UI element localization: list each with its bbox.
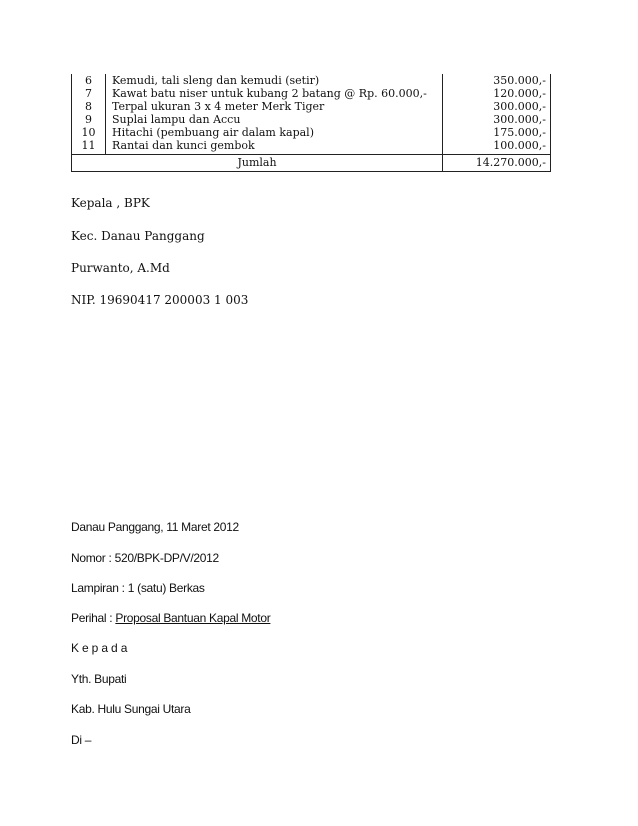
letter-perihal bbox=[71, 611, 270, 625]
cost-table bbox=[71, 74, 551, 172]
letter-di: Di – bbox=[71, 733, 92, 747]
row-price: 120.000,- bbox=[443, 87, 551, 100]
row-item: Rantai dan kunci gembok bbox=[106, 139, 443, 155]
row-price: 300.000,- bbox=[443, 100, 551, 113]
total-value: 14.270.000,- bbox=[443, 155, 551, 172]
signature-nip: NIP. 19690417 200003 1 003 bbox=[71, 293, 249, 307]
row-item: Hitachi (pembuang air dalam kapal) bbox=[106, 126, 443, 139]
signature-office: Kec. Danau Panggang bbox=[71, 229, 205, 243]
row-number: 11 bbox=[72, 139, 106, 155]
row-number: 9 bbox=[72, 113, 106, 126]
row-item: Suplai lampu dan Accu bbox=[106, 113, 443, 126]
row-price: 300.000,- bbox=[443, 113, 551, 126]
table-row bbox=[72, 113, 551, 126]
letter-yth: Yth. Bupati bbox=[71, 672, 127, 686]
row-number: 7 bbox=[72, 87, 106, 100]
table-row bbox=[72, 87, 551, 100]
letter-nomor: Nomor : 520/BPK-DP/V/2012 bbox=[71, 551, 219, 565]
letter-kab: Kab. Hulu Sungai Utara bbox=[71, 702, 191, 716]
row-item: Terpal ukuran 3 x 4 meter Merk Tiger bbox=[106, 100, 443, 113]
perihal-label: Perihal : bbox=[71, 611, 116, 625]
row-price: 175.000,- bbox=[443, 126, 551, 139]
letter-lampiran: Lampiran : 1 (satu) Berkas bbox=[71, 581, 205, 595]
signature-name: Purwanto, A.Md bbox=[71, 261, 170, 275]
perihal-value: Proposal Bantuan Kapal Motor bbox=[115, 611, 271, 625]
row-number: 8 bbox=[72, 100, 106, 113]
row-price: 100.000,- bbox=[443, 139, 551, 155]
total-label: Jumlah bbox=[72, 155, 443, 172]
total-row bbox=[72, 155, 551, 172]
row-number: 10 bbox=[72, 126, 106, 139]
row-item: Kawat batu niser untuk kubang 2 batang @ Rp. 60.000,- bbox=[106, 87, 443, 100]
table-row bbox=[72, 100, 551, 113]
row-price: 350.000,- bbox=[443, 74, 551, 87]
row-item: Kemudi, tali sleng dan kemudi (setir) bbox=[106, 74, 443, 87]
row-number: 6 bbox=[72, 74, 106, 87]
letter-kepada: Kepada bbox=[71, 641, 131, 655]
signature-position: Kepala , BPK bbox=[71, 196, 150, 210]
letter-place-date: Danau Panggang, 11 Maret 2012 bbox=[71, 520, 239, 534]
table-row bbox=[72, 139, 551, 155]
table-row bbox=[72, 126, 551, 139]
table-row bbox=[72, 74, 551, 87]
